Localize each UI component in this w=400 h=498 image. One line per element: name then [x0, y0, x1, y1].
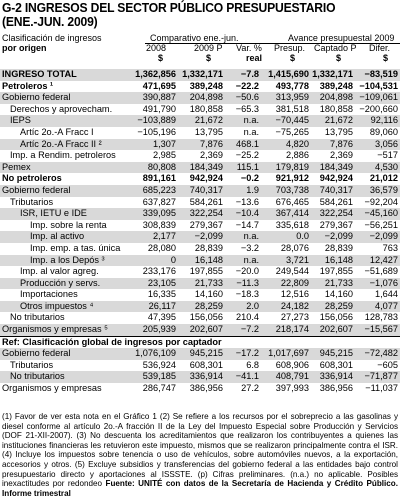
header-col-var: Var. % — [236, 43, 262, 53]
row-value: −1,076 — [355, 278, 400, 290]
row-value: −45,160 — [355, 208, 400, 220]
row-value: 16,148 — [178, 255, 225, 267]
row-label: No tributarios — [10, 312, 65, 323]
table-row — [0, 185, 400, 197]
table-row — [0, 324, 400, 336]
table-row — [0, 115, 400, 127]
row-value: 322,254 — [311, 208, 355, 220]
row-value: 156,056 — [189, 312, 223, 323]
row-value: −2,099 — [178, 231, 225, 243]
row-value: 308,839 — [142, 219, 176, 230]
row-value: 389,248 — [189, 80, 223, 91]
row-value: 942,924 — [319, 173, 353, 184]
row-value: −200,660 — [359, 103, 398, 114]
table-row — [0, 197, 400, 209]
row-label: ISR, IETU e IDE — [0, 208, 128, 220]
header-col-2009: 2009 P — [194, 43, 223, 53]
header-unit-captado: $ — [336, 53, 342, 63]
row-value: 204,898 — [311, 92, 355, 104]
header-col-2008: 2008 — [146, 43, 167, 53]
table-row — [0, 371, 400, 383]
revenue-table — [0, 69, 400, 395]
row-value: 637,827 — [142, 196, 176, 207]
row-label: Tributarios — [10, 196, 54, 207]
row-value: 13,795 — [194, 126, 223, 137]
table-row — [0, 208, 400, 220]
row-value: 12,516 — [280, 289, 309, 300]
table-row — [0, 162, 400, 174]
row-value: −83,519 — [355, 69, 400, 81]
row-value: 286,747 — [142, 383, 176, 394]
row-value: 336,914 — [178, 371, 225, 383]
row-value: 1,332,171 — [178, 69, 225, 81]
row-value: 397,993 — [275, 383, 309, 394]
table-row — [0, 173, 400, 185]
table-row — [0, 312, 400, 324]
table-row — [0, 92, 400, 104]
row-value: 128,783 — [364, 312, 398, 323]
row-value: 322,254 — [178, 208, 225, 220]
row-value: 156,056 — [319, 312, 353, 323]
table-row — [0, 81, 400, 93]
row-value: −22.2 — [235, 80, 259, 91]
row-value: 21,672 — [311, 115, 355, 127]
row-value: 21,733 — [311, 278, 355, 290]
row-value: −15,567 — [355, 324, 400, 336]
row-value: n.a. — [225, 231, 261, 243]
footnotes — [2, 412, 398, 498]
header-group-avance: Avance presupuestal 2009 — [288, 33, 395, 43]
row-value: −18.3 — [235, 289, 259, 300]
row-value: 115.1 — [225, 162, 261, 174]
row-value: 23,105 — [128, 278, 178, 290]
row-value: 4,077 — [355, 301, 400, 313]
row-value: 13,795 — [324, 126, 353, 137]
row-value: 22,809 — [261, 278, 311, 290]
header-col-difer: Difer. — [369, 43, 391, 53]
row-value: 89,060 — [369, 126, 398, 137]
header-col-captado: Captado P — [314, 43, 357, 53]
row-value: −92,204 — [364, 196, 398, 207]
table-row — [0, 150, 400, 162]
row-value: 381,518 — [275, 103, 309, 114]
row-value: 12,427 — [355, 255, 400, 267]
row-label: Importaciones — [20, 289, 78, 300]
row-value: 493,778 — [275, 80, 309, 91]
row-value: −17.2 — [225, 348, 261, 360]
row-value: 28,839 — [194, 242, 223, 253]
document-title: G-2 INGRESOS DEL SECTOR PÚBLICO PRESUPUESTARIO — [2, 0, 336, 15]
row-value: −72,482 — [355, 348, 400, 360]
table-row — [0, 127, 400, 139]
row-value: 28,259 — [311, 301, 355, 313]
row-value: 197,855 — [189, 266, 223, 277]
row-value: n.a. — [225, 255, 261, 267]
table-row — [0, 383, 400, 395]
row-value: −2,099 — [355, 231, 400, 243]
row-label: Imp. sobre la renta — [30, 219, 107, 230]
row-value: 339,095 — [128, 208, 178, 220]
source-line: Fuente: UNITÉ con datos de la Secretaría de Hacienda y Crédito Público. Informe trimestral — [2, 479, 398, 498]
row-label: Imp. emp. a tas. única — [30, 242, 121, 253]
table-row — [0, 139, 400, 151]
row-label: Imp. al valor agreg. — [20, 266, 99, 277]
row-value: 2,369 — [200, 150, 223, 161]
document-subtitle: (ENE.-JUN. 2009) — [2, 14, 98, 29]
row-label: Organismos y empresas ⁵ — [0, 324, 128, 336]
row-value: 1,644 — [375, 289, 398, 300]
row-label: Imp. al activo — [0, 231, 128, 243]
row-value: 179,819 — [261, 162, 311, 174]
table-row — [0, 266, 400, 278]
row-value: 27.2 — [241, 383, 259, 394]
row-value: −0.2 — [240, 173, 259, 184]
row-value: −7.8 — [225, 69, 261, 81]
row-value: 36,579 — [355, 185, 400, 197]
row-value: 1,415,690 — [261, 69, 311, 81]
row-label: Petroleros ¹ — [2, 80, 54, 91]
row-label: Artíc 2o.-A Fracc I — [20, 126, 94, 137]
row-value: 279,367 — [319, 219, 353, 230]
row-value: 763 — [382, 242, 398, 253]
row-value: −56,251 — [364, 219, 398, 230]
row-value: 24,182 — [261, 301, 311, 313]
row-value: 390,887 — [128, 92, 178, 104]
row-value: 7,876 — [178, 139, 225, 151]
row-value: 408,791 — [261, 371, 311, 383]
row-value: 2,177 — [128, 231, 178, 243]
row-value: 21,733 — [178, 278, 225, 290]
row-value: 468.1 — [225, 139, 261, 151]
row-value: −11,037 — [365, 383, 398, 394]
row-value: −7.2 — [225, 324, 261, 336]
row-value: −41.1 — [225, 371, 261, 383]
row-value: 80,808 — [128, 162, 178, 174]
row-value: 608,301 — [319, 359, 353, 370]
row-value: −109,061 — [355, 92, 400, 104]
row-value: 945,215 — [311, 348, 355, 360]
row-value: 1,362,856 — [128, 69, 178, 81]
header-unit-difer: $ — [383, 53, 389, 63]
row-value: 1.9 — [225, 185, 261, 197]
row-value: 210.4 — [236, 312, 259, 323]
table-row — [0, 104, 400, 116]
row-value: 335,618 — [275, 219, 309, 230]
header-divider — [145, 43, 400, 44]
section-heading: Ref: Clasificación global de ingresos por captador — [0, 336, 400, 348]
table-row — [0, 231, 400, 243]
row-value: 740,317 — [311, 185, 355, 197]
row-value: 202,607 — [178, 324, 225, 336]
row-value: 2,369 — [330, 150, 353, 161]
row-label: Pemex — [0, 162, 128, 174]
row-value: 28,259 — [178, 301, 225, 313]
row-value: −70,445 — [261, 115, 311, 127]
row-label: Imp. a Rendim. petroleros — [10, 150, 116, 161]
row-label: Otros impuestos ⁴ — [0, 301, 128, 313]
row-value: 336,914 — [311, 371, 355, 383]
row-value: 389,248 — [319, 80, 353, 91]
row-value: 26,117 — [128, 301, 178, 313]
row-value: 249,544 — [275, 266, 309, 277]
row-value: −25.2 — [235, 150, 259, 161]
row-value: 28,076 — [280, 242, 309, 253]
row-label: Gobierno federal — [0, 92, 128, 104]
header-group-comparativo: Comparativo ene.-jun. — [150, 33, 239, 43]
table-row — [0, 69, 400, 81]
row-value: −75,265 — [275, 126, 309, 137]
header-unit-2009: $ — [206, 53, 212, 63]
row-value: n.a. — [225, 115, 261, 127]
row-value: 2,985 — [153, 150, 176, 161]
row-value: −103,889 — [128, 115, 178, 127]
row-value: 3,721 — [261, 255, 311, 267]
row-value: 202,607 — [311, 324, 355, 336]
row-value: 3,056 — [355, 139, 400, 151]
row-value: 197,855 — [319, 266, 353, 277]
row-value: 92,116 — [355, 115, 400, 127]
header-stub-line2: por origen — [2, 43, 47, 53]
row-value: −517 — [377, 150, 398, 161]
table-row — [0, 255, 400, 267]
row-value: −65.3 — [235, 103, 259, 114]
row-value: −3.2 — [240, 242, 259, 253]
row-value: 7,876 — [311, 139, 355, 151]
row-value: 204,898 — [178, 92, 225, 104]
header-stub-line1: Clasificación de ingresos — [2, 33, 102, 43]
header-unit-presup: $ — [290, 53, 296, 63]
row-value: 180,858 — [189, 103, 223, 114]
header-col-presup: Presup. — [274, 43, 306, 53]
row-value: 1,076,109 — [128, 348, 178, 360]
row-value: 676,465 — [275, 196, 309, 207]
row-value: −14.7 — [235, 219, 259, 230]
row-value: −71,877 — [355, 371, 400, 383]
row-value: −20.0 — [235, 266, 259, 277]
row-label: Producción y servs. — [0, 278, 128, 290]
row-value: 184,349 — [178, 162, 225, 174]
row-value: 491,790 — [142, 103, 176, 114]
row-value: 891,161 — [142, 173, 176, 184]
table-row — [0, 301, 400, 313]
row-value: −105,196 — [137, 126, 176, 137]
row-label: INGRESO TOTAL — [0, 69, 128, 81]
row-value: 28,839 — [324, 242, 353, 253]
row-value: 218,174 — [261, 324, 311, 336]
row-value: 608,906 — [275, 359, 309, 370]
row-value: 2.0 — [225, 301, 261, 313]
row-label: Gobierno federal — [0, 185, 128, 197]
row-value: −2,099 — [311, 231, 355, 243]
row-value: 313,959 — [261, 92, 311, 104]
row-value: 471,695 — [142, 80, 176, 91]
row-value: −51,689 — [364, 266, 398, 277]
row-value: 180,858 — [319, 103, 353, 114]
row-value: 2,886 — [286, 150, 309, 161]
row-value: 942,924 — [189, 173, 223, 184]
row-value: 0.0 — [261, 231, 311, 243]
row-value: 21,672 — [178, 115, 225, 127]
row-value: 386,956 — [189, 383, 223, 394]
row-label: Imp. a los Depós ³ — [0, 255, 128, 267]
row-value: 4,530 — [355, 162, 400, 174]
row-label: Artíc 2o.-A Fracc II ² — [0, 139, 128, 151]
row-value: 16,335 — [147, 289, 176, 300]
row-value: 536,924 — [142, 359, 176, 370]
row-value: 0 — [128, 255, 178, 267]
table-row — [0, 220, 400, 232]
row-value: 1,017,697 — [261, 348, 311, 360]
row-value: 386,956 — [319, 383, 353, 394]
row-value: 16,148 — [311, 255, 355, 267]
row-label: No tributarios — [0, 371, 128, 383]
row-value: 740,317 — [178, 185, 225, 197]
row-label: Derechos y aprovecham. — [10, 103, 113, 114]
row-value: 608,301 — [189, 359, 223, 370]
row-value: 21,012 — [369, 173, 398, 184]
row-value: 1,307 — [128, 139, 178, 151]
section-heading-row — [0, 336, 400, 348]
row-value: 945,215 — [178, 348, 225, 360]
row-label: Tributarios — [10, 359, 54, 370]
row-value: −50.6 — [225, 92, 261, 104]
table-row — [0, 348, 400, 360]
table-row — [0, 243, 400, 255]
row-value: 47,395 — [147, 312, 176, 323]
row-value: 4,820 — [261, 139, 311, 151]
header-unit-2008: $ — [158, 53, 164, 63]
row-value: 233,176 — [142, 266, 176, 277]
row-value: 703,738 — [261, 185, 311, 197]
row-value: 584,261 — [189, 196, 223, 207]
row-value: n.a. — [243, 126, 259, 137]
row-label: No petroleros — [2, 173, 62, 184]
row-label: IEPS — [0, 115, 128, 127]
header-unit-var: real — [246, 53, 263, 63]
row-value: −104,531 — [359, 80, 398, 91]
row-value: 279,367 — [189, 219, 223, 230]
row-value: 685,223 — [128, 185, 178, 197]
table-row — [0, 278, 400, 290]
row-value: −605 — [377, 359, 398, 370]
row-value: 584,261 — [319, 196, 353, 207]
footnotes-text: (1) Favor de ver esta nota en el Gráfico 1 (2) Se refiere a los recursos por el sobreprecio a las gasolinas y diesel conforme al artículo 2o.-A fracción II de la Ley del Impuesto Especial sobre Producción y Servicios (DOF 21-XII-2007). (3) No descuenta los acreditamientos que realizaron los contribuyentes a quienes las instituciones financieras les retuvieron este impuesto, mismos que se realizaron principalmente contra el ISR. (4) Incluye los impuestos sobre tenencia o uso de vehículos, sobre automóviles nuevos, a la exportación, accesorios y otros. (5) Excluye subsidios y transferencias del gobierno federal a las entidades bajo control presupuestario directo y aportaciones al ISSSTE. (p) Cifras preliminares. (n.a.) no aplicable. Posibles inexactitudes por redondeo — [2, 412, 398, 489]
row-value: 28,080 — [147, 242, 176, 253]
row-label: Gobierno federal — [0, 348, 128, 360]
row-value: −11.3 — [225, 278, 261, 290]
row-value: 539,185 — [128, 371, 178, 383]
row-value: 205,939 — [128, 324, 178, 336]
row-value: 27,273 — [280, 312, 309, 323]
row-value: 14,160 — [194, 289, 223, 300]
row-value: 367,414 — [261, 208, 311, 220]
row-value: 1,332,171 — [312, 69, 353, 79]
row-value: −10.4 — [225, 208, 261, 220]
table-row — [0, 289, 400, 301]
row-value: 921,912 — [275, 173, 309, 184]
table-row — [0, 360, 400, 372]
row-value: 14,160 — [324, 289, 353, 300]
row-value: −13.6 — [235, 196, 259, 207]
row-value: 184,349 — [311, 162, 355, 174]
row-label: Organismos y empresas — [2, 383, 102, 394]
row-value: 6.8 — [246, 359, 259, 370]
